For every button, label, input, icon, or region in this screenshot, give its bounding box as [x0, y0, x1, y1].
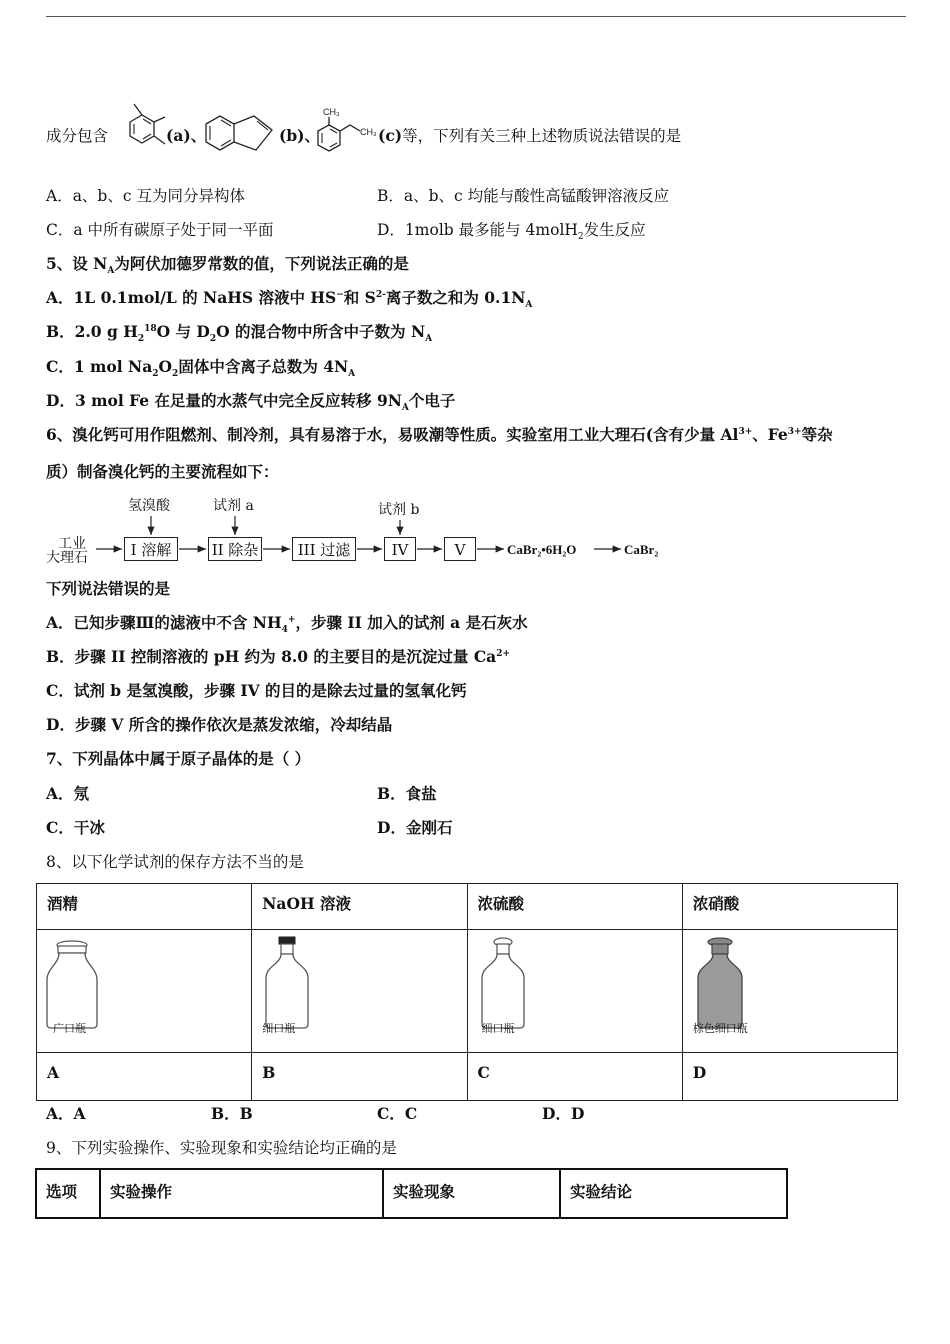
q5-a-mid2: 离子数之和为 0.1N: [385, 288, 526, 307]
q8-option-c: C．C: [377, 1104, 418, 1123]
q8-bottle-cell: [37, 930, 252, 1053]
q5-b-mid2: O 的混合物中所含中子数为 N: [216, 322, 426, 341]
q8-letter: D: [682, 1053, 897, 1101]
q6-stem-post: 等杂: [801, 425, 833, 444]
q5-d-pre: D．3 mol Fe 在足量的水蒸气中完全反应转移 9N: [46, 391, 402, 410]
q8-letter: B: [252, 1053, 467, 1101]
narrow-mouth-bottle-rubber-stopper-icon: [260, 936, 316, 1032]
top-rule: [46, 16, 906, 17]
q5-d-sub: A: [401, 403, 409, 414]
q7-stem: 7、下列晶体中属于原子晶体的是（ ）: [46, 749, 311, 768]
methyl-label: CH₃: [323, 107, 340, 117]
q8-bottle-cell: [467, 930, 682, 1053]
q7-option-a: A．氖: [46, 784, 90, 803]
q4-option-c: C．a 中所有碳原子处于同一平面: [46, 221, 274, 239]
q6-a-post: ，步骤 II 加入的试剂 a 是石灰水: [295, 613, 528, 632]
q5-a-sup1: −: [336, 289, 344, 300]
flow-step-3: III 过滤: [292, 537, 356, 561]
q8-letter: C: [467, 1053, 682, 1101]
q9-header: 实验操作: [100, 1169, 383, 1218]
q5-option-a: [46, 288, 533, 311]
q8-bottle-cell: [682, 930, 897, 1053]
q4-label-c: (c): [378, 126, 403, 145]
flow-product-hydrate: CaBr₂•6H₂O: [507, 542, 577, 557]
ethyl-label: CH₃: [360, 127, 377, 137]
q8-option-b: B．B: [211, 1104, 253, 1123]
q5-c-sub2: 2: [172, 369, 179, 380]
q8-bottle-cell: [252, 930, 467, 1053]
q6-option-c: C．试剂 b 是氢溴酸，步骤 IV 的目的是除去过量的氢氧化钙: [46, 681, 467, 700]
flow-step-2: II 除杂: [208, 537, 262, 561]
q6-a-pre: A．已知步骤Ⅲ的滤液中不含 NH: [46, 613, 282, 632]
q4-label-b: (b)、: [279, 126, 321, 145]
q8-table: [36, 883, 898, 1101]
q6-stem-sup2: 3+: [787, 426, 802, 437]
q9-table: [35, 1168, 788, 1219]
q7-option-d: D．金刚石: [377, 818, 453, 837]
q6-option-d: D．步骤 V 所含的操作依次是蒸发浓缩，冷却结晶: [46, 715, 393, 734]
q4-option-a: A．a、b、c 互为同分异构体: [46, 187, 245, 205]
q6-b-pre: B．步骤 II 控制溶液的 pH 约为 8.0 的主要目的是沉淀过量 Ca: [46, 647, 497, 666]
q8-option-d: D．D: [542, 1104, 585, 1123]
q5-a-sub: A: [525, 300, 533, 311]
bottle-label: 广口瓶: [53, 1022, 86, 1035]
q9-stem: 9、下列实验操作、实验现象和实验结论均正确的是: [46, 1139, 397, 1157]
q6-stem-sup1: 3+: [738, 426, 753, 437]
q5-b-sub1: 2: [137, 334, 145, 345]
flow-start-line2: 大理石: [46, 550, 88, 566]
q4-stem: [46, 126, 108, 146]
q5-a-mid: 和 S: [343, 288, 376, 307]
q8-header: 浓硫酸: [467, 884, 682, 930]
q5-a-sup2: 2-: [375, 289, 386, 300]
q9-header: 实验现象: [383, 1169, 560, 1218]
q5-c-pre: C．1 mol Na: [46, 357, 153, 376]
q6-a-sub: 4: [281, 625, 288, 636]
flow-reagent-a: 试剂 a: [213, 498, 254, 514]
q5-option-d: [46, 391, 456, 414]
q5-stem-sub: A: [107, 266, 115, 277]
q6-stem-line2: 质）制备溴化钙的主要流程如下：: [46, 462, 279, 481]
q9-header: 实验结论: [560, 1169, 787, 1218]
q6-option-b: [46, 647, 510, 667]
q5-option-c: [46, 357, 356, 380]
q5-b-sup: 18: [144, 323, 157, 334]
q4-option-d: [377, 220, 646, 243]
brown-narrow-mouth-bottle-icon: [693, 936, 749, 1032]
q4-label-c-line: [378, 126, 681, 146]
q6-stem-line1: [46, 425, 833, 445]
q6-option-a: [46, 613, 528, 636]
q7-option-b: B．食盐: [377, 784, 437, 803]
flow-start-line1: 工业: [58, 536, 86, 552]
flow-reagent-b: 试剂 b: [378, 502, 420, 518]
q8-header: 浓硝酸: [682, 884, 897, 930]
q6-ask: 下列说法错误的是: [46, 579, 171, 598]
flow-step-5: V: [444, 537, 476, 561]
wide-mouth-bottle-icon: [45, 936, 101, 1032]
q4-intro-suffix: 等，下列有关三种上述物质说法错误的是: [402, 127, 682, 145]
q4-intro-prefix: 成分包含: [46, 127, 109, 145]
molecule-a-trimethylbenzene: [112, 100, 170, 160]
q5-b-mid: O 与 D: [156, 322, 210, 341]
q8-header: 酒精: [37, 884, 252, 930]
q5-c-sub1: 2: [152, 369, 159, 380]
q8-option-a: A．A: [46, 1104, 86, 1123]
q5-stem-post: 为阿伏加德罗常数的值，下列说法正确的是: [114, 254, 409, 273]
q5-option-b: [46, 322, 433, 345]
q5-d-post: 个电子: [408, 391, 456, 410]
flow-arrows: [0, 490, 700, 570]
molecule-c-ethyltoluene: [312, 105, 382, 160]
q8-stem: 8、以下化学试剂的保存方法不当的是: [46, 853, 304, 871]
q7-option-c: C．干冰: [46, 818, 105, 837]
q6-a-sup: +: [287, 614, 296, 625]
q5-b-pre: B．2.0 g H: [46, 322, 138, 341]
q5-stem-pre: 5、设 N: [46, 254, 108, 273]
molecule-b-indene: [202, 110, 278, 158]
q4-option-b: B．a、b、c 均能与酸性高锰酸钾溶液反应: [377, 187, 670, 205]
q9-header: 选项: [36, 1169, 100, 1218]
q8-letter: A: [37, 1053, 252, 1101]
q5-a-pre: A．1L 0.1mol/L 的 NaHS 溶液中 HS: [46, 288, 337, 307]
q5-stem: [46, 254, 409, 277]
bottle-label: 棕色细口瓶: [692, 1022, 748, 1035]
flow-product-anhydrous: CaBr₂: [624, 542, 659, 557]
q6-b-sup: 2+: [496, 648, 511, 659]
q5-b-sub3: A: [425, 334, 433, 345]
flow-reagent-hbr: 氢溴酸: [128, 498, 170, 514]
q6-stem-mid: 、Fe: [752, 425, 788, 444]
bottle-label: 细口瓶: [481, 1022, 515, 1035]
q6-stem-pre: 6、溴化钙可用作阻燃剂、制冷剂，具有易溶于水，易吸潮等性质。实验室用工业大理石(含有少量 Al: [46, 425, 739, 444]
q4-label-a: (a)、: [166, 126, 207, 145]
flow-step-4: IV: [384, 537, 416, 561]
q5-c-sub3: A: [348, 369, 356, 380]
narrow-mouth-bottle-icon: [476, 936, 532, 1032]
flow-step-1: I 溶解: [124, 537, 178, 561]
q5-b-sub2: 2: [209, 334, 217, 345]
bottle-label: 细口瓶: [262, 1022, 296, 1035]
q4-option-d-text: D．1molb 最多能与 4molH: [377, 221, 578, 239]
q8-header: NaOH 溶液: [252, 884, 467, 930]
q5-c-mid: O: [158, 357, 173, 376]
q5-c-mid2: 固体中含离子总数为 4N: [178, 357, 349, 376]
q4-option-d-sub: 2: [577, 232, 584, 243]
q4-option-d-post: 发生反应: [583, 221, 646, 239]
